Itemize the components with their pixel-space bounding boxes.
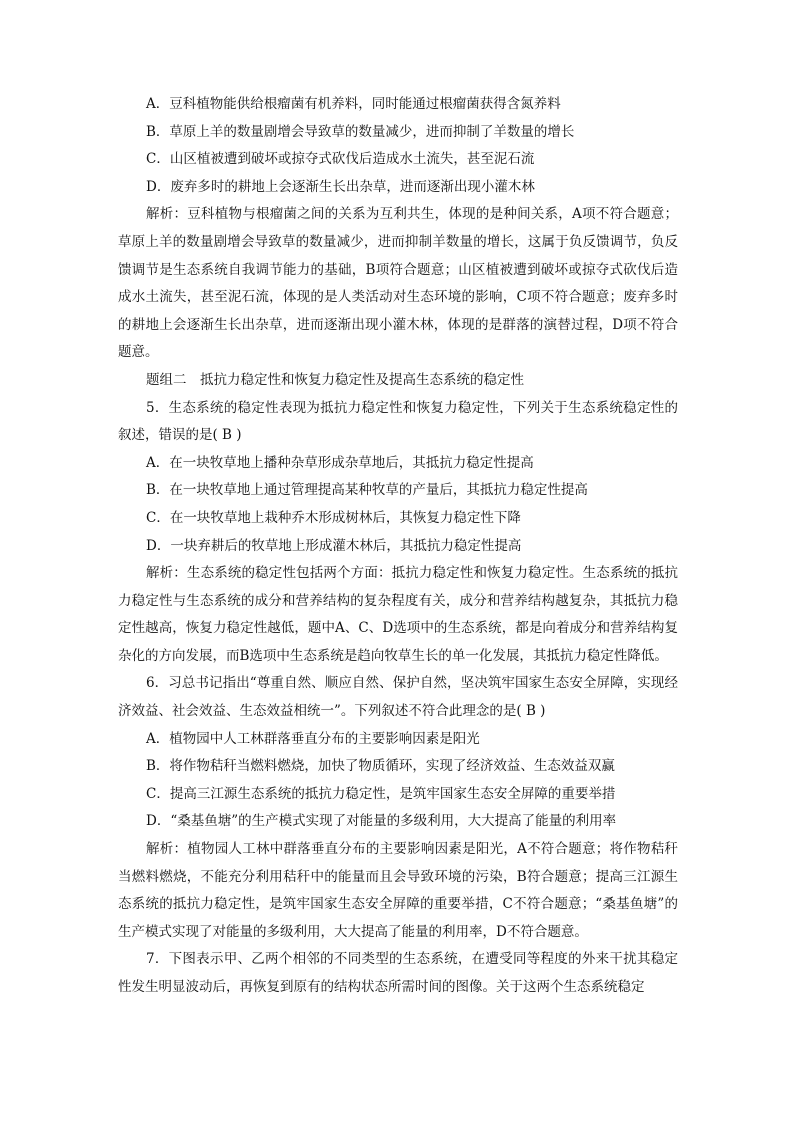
q6-analysis: 解析：植物园人工林中群落垂直分布的主要影响因素是阳光，A不符合题意；将作物秸秆当燃料燃烧，不能充分利用秸秆中的能量而且会导致环境的污染，B符合题意；提高三江源生态系统的抵抗力稳定性，是筑牢国家生态安全屏障的重要举措，C不符合题意；“桑基鱼塘”的生产模式实现了对能量的多级利用，大大提高了能量的利用率，D不符合题意。 bbox=[118, 841, 678, 940]
q4-option-d: D．废弃多时的耕地上会逐渐生长出杂草，进而逐渐出现小灌木林 bbox=[146, 178, 535, 195]
document-page bbox=[118, 91, 678, 1002]
q6-options bbox=[118, 726, 678, 836]
q4-option-c: C．山区植被遭到破坏或掠夺式砍伐后造成水土流失，甚至泥石流 bbox=[146, 151, 535, 168]
q7-stem: 7．下图表示甲、乙两个相邻的不同类型的生态系统，在遭受同等程度的外来干扰其稳定性发生明显波动后，再恢复到原有的结构状态所需时间的图像。关于这两个生态系统稳定 bbox=[118, 951, 678, 995]
q4-option-a: A．豆科植物能供给根瘤菌有机养料，同时能通过根瘤菌获得含氮养料 bbox=[146, 96, 561, 112]
q4-option-b: B．草原上羊的数量剧增会导致草的数量减少，进而抑制了羊数量的增长 bbox=[146, 123, 575, 140]
q6-option-d: D．“桑基鱼塘”的生产模式实现了对能量的多级利用，大大提高了能量的利用率 bbox=[146, 813, 617, 830]
q5-analysis: 解析：生态系统的稳定性包括两个方面：抵抗力稳定性和恢复力稳定性。生态系统的抵抗力稳定性与生态系统的成分和营养结构的复杂程度有关，成分和营养结构越复杂，其抵抗力稳定性越高，恢复力稳定性越低，题中A、C、D选项中的生态系统，都是向着成分和营养结构复杂化的方向发展，而B选项中生态系统是趋向牧草生长的单一化发展，其抵抗力稳定性降低。 bbox=[118, 565, 678, 664]
q5-option-a: A．在一块牧草地上播种杂草形成杂草地后，其抵抗力稳定性提高 bbox=[146, 454, 534, 471]
q5-option-c: C．在一块牧草地上栽种乔木形成树林后，其恢复力稳定性下降 bbox=[146, 509, 521, 526]
q5-options bbox=[118, 450, 678, 560]
q6-option-a: A．植物园中人工林群落垂直分布的主要影响因素是阳光 bbox=[146, 730, 480, 747]
group2-heading: 题组二 抵抗力稳定性和恢复力稳定性及提高生态系统的稳定性 bbox=[146, 371, 524, 388]
q5-option-b: B．在一块牧草地上通过管理提高某种牧草的产量后，其抵抗力稳定性提高 bbox=[146, 482, 588, 499]
q4-options bbox=[118, 91, 678, 201]
q6-option-b: B．将作物秸秆当燃料燃烧，加快了物质循环，实现了经济效益、生态效益双赢 bbox=[146, 758, 615, 775]
q6-option-c: C．提高三江源生态系统的抵抗力稳定性，是筑牢国家生态安全屏障的重要举措 bbox=[146, 785, 616, 802]
q6-stem: 6．习总书记指出“尊重自然、顺应自然、保护自然，坚决筑牢国家生态安全屏障，实现经济效益、社会效益、生态效益相统一”。下列叙述不符合此理念的是( B ) bbox=[118, 675, 678, 720]
q4-analysis: 解析：豆科植物与根瘤菌之间的关系为互利共生，体现的是种间关系，A项不符合题意；草原上羊的数量剧增会导致草的数量减少，进而抑制羊数量的增长，这属于负反馈调节，负反馈调节是生态系统自我调节能力的基础，B项符合题意；山区植被遭到破坏或掠夺式砍伐后造成水土流失，甚至泥石流，体现的是人类活动对生态环境的影响，C项不符合题意；废弃多时的耕地上会逐渐生长出杂草，进而逐渐出现小灌木林，体现的是群落的演替过程，D项不符合题意。 bbox=[118, 206, 678, 361]
q5-option-d: D．一块弃耕后的牧草地上形成灌木林后，其抵抗力稳定性提高 bbox=[146, 537, 522, 554]
q5-stem: 5．生态系统的稳定性表现为抵抗力稳定性和恢复力稳定性，下列关于生态系统稳定性的叙述，错误的是( B ) bbox=[118, 399, 678, 444]
